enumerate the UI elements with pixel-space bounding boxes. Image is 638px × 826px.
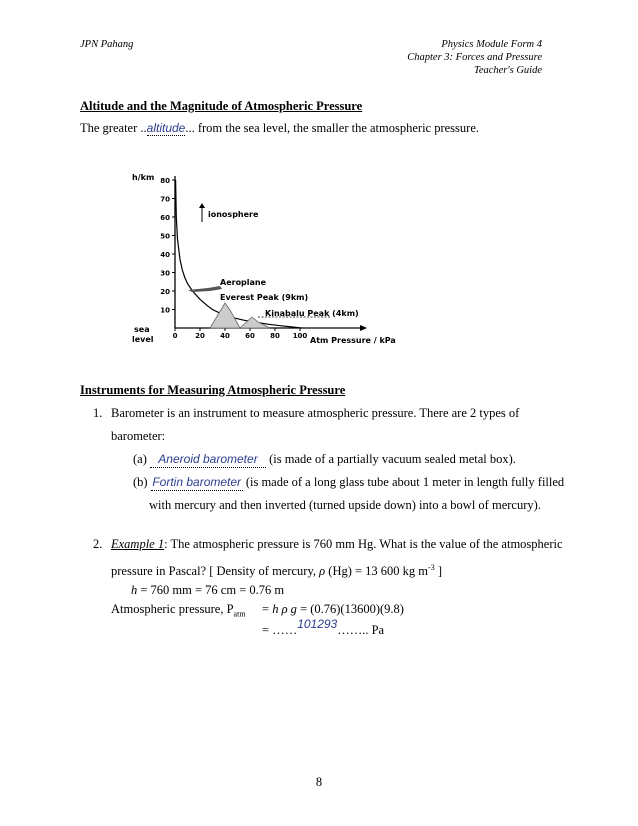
- aeroplane-icon: [188, 286, 222, 292]
- altitude-answer: altitude: [146, 121, 186, 135]
- x-tick-label-20: 20: [195, 332, 205, 340]
- x-tick-label-80: 80: [270, 332, 280, 340]
- calc-eq1-b: = (0.76)(13600)(9.8): [296, 602, 404, 616]
- sentence-suffix: from the sea level, the smaller the atmospheric pressure.: [194, 121, 479, 135]
- item-b: [133, 474, 564, 491]
- calc-label-text: Atmospheric pressure, P: [111, 602, 234, 616]
- item2-line1-rest: : The atmospheric pressure is 760 mm Hg. What is the value of the atmospheric: [164, 537, 563, 551]
- item-b-label: (b): [133, 475, 151, 489]
- section-instruments-title: Instruments for Measuring Atmospheric Pressure: [80, 383, 346, 397]
- kinabalu-label: Kinabalu Peak (4km): [265, 309, 359, 318]
- calc-eq1-a: =: [262, 602, 273, 616]
- y-tick-label-50: 50: [160, 232, 170, 241]
- ionosphere-label: ionosphere: [208, 210, 259, 219]
- sentence-dots-left: ..: [140, 121, 147, 135]
- y-tick-label-80: 80: [160, 177, 170, 185]
- header-left: JPN Pahang: [80, 39, 134, 50]
- item2-line2-a: pressure in Pascal? [ Density of mercury,: [111, 564, 320, 579]
- item-b-line2: with mercury and then inverted (turned upside down) into a bowl of mercury).: [149, 498, 541, 512]
- item2-line1: [111, 536, 563, 552]
- calc-label: [111, 601, 246, 623]
- item-b-text: (is made of a long glass tube about 1 meter in length fully filled: [242, 475, 565, 489]
- calc-dots-right: ……..: [337, 623, 369, 637]
- y-tick-label-60: 60: [160, 214, 170, 222]
- header-guide: Teacher's Guide: [473, 65, 542, 76]
- y-tick-label-40: 40: [160, 251, 170, 259]
- everest-label: Everest Peak (9km): [220, 293, 309, 302]
- y-tick-label-20: 20: [160, 288, 170, 296]
- calc-answer: 101293: [297, 617, 338, 631]
- header-right: [407, 38, 542, 77]
- calc-label-sub: atm: [233, 609, 246, 619]
- item2-line2: [111, 560, 442, 579]
- calc-height: [131, 582, 284, 598]
- y-tick-label-10: 10: [160, 306, 170, 315]
- item1-line1: Barometer is an instrument to measure atmospheric pressure. There are 2 types of: [111, 406, 520, 420]
- calc-equation-2: [262, 617, 385, 638]
- item1-line2: barometer:: [111, 429, 166, 443]
- x-tick-label-100: 100: [292, 332, 308, 340]
- calc-eq1-formula: h ρ g: [272, 602, 297, 616]
- origin-label-sea: sea: [134, 325, 150, 334]
- sentence-dots-right: ...: [185, 121, 195, 135]
- y-axis-label: h/km: [132, 173, 155, 182]
- altitude-sentence: [80, 120, 479, 136]
- calc-unit: Pa: [368, 623, 385, 637]
- calc-eq2-a: =: [262, 623, 273, 637]
- aneroid-answer: Aneroid barometer: [150, 451, 266, 468]
- x-tick-label-60: 60: [245, 332, 255, 340]
- x-tick-label-40: 40: [220, 332, 230, 340]
- pressure-curve-0: [176, 180, 302, 328]
- x-axis-arrowhead: [360, 325, 367, 331]
- calc-h-text: = 760 mm = 76 cm = 0.76 m: [137, 583, 285, 597]
- sentence-prefix: The greater: [80, 121, 141, 135]
- rho-symbol: ρ: [319, 564, 326, 579]
- kinabalu-mountain-icon: [240, 317, 270, 328]
- x-tick-label-0: 0: [172, 332, 178, 340]
- origin-label-level: level: [132, 335, 154, 344]
- everest-mountain-icon: [210, 303, 240, 328]
- item2-line2-b: (Hg) = 13 600 kg m: [325, 564, 429, 579]
- item1-number: 1.: [93, 406, 103, 420]
- x-axis-label: Atm Pressure / kPa: [310, 336, 396, 345]
- section-altitude-title: Altitude and the Magnitude of Atmospheric Pressure: [80, 99, 363, 113]
- item-a-text: (is made of a partially vacuum sealed metal box).: [266, 452, 516, 466]
- y-tick-label-30: 30: [160, 269, 170, 278]
- calc-equation-1: [262, 601, 404, 617]
- y-tick-label-70: 70: [160, 195, 170, 204]
- ionosphere-arrowhead: [199, 203, 205, 208]
- header-chapter: Chapter 3: Forces and Pressure: [407, 52, 542, 63]
- item-a-label: (a): [133, 452, 150, 466]
- fortin-answer: Fortin barometer: [152, 475, 242, 489]
- altitude-pressure-chart: [130, 160, 430, 355]
- item2-number: 2.: [93, 537, 103, 551]
- page-number: 8: [315, 775, 323, 789]
- aeroplane-label: Aeroplane: [220, 278, 267, 287]
- item2-line2-c: ]: [434, 564, 442, 579]
- example-label: Example 1: [111, 537, 165, 551]
- header-subject: Physics Module Form 4: [441, 39, 542, 50]
- item-a: [133, 451, 516, 468]
- calc-h-var: h: [131, 583, 138, 597]
- calc-dots-left: ……: [272, 623, 298, 637]
- item2-superscript: -3: [428, 563, 435, 572]
